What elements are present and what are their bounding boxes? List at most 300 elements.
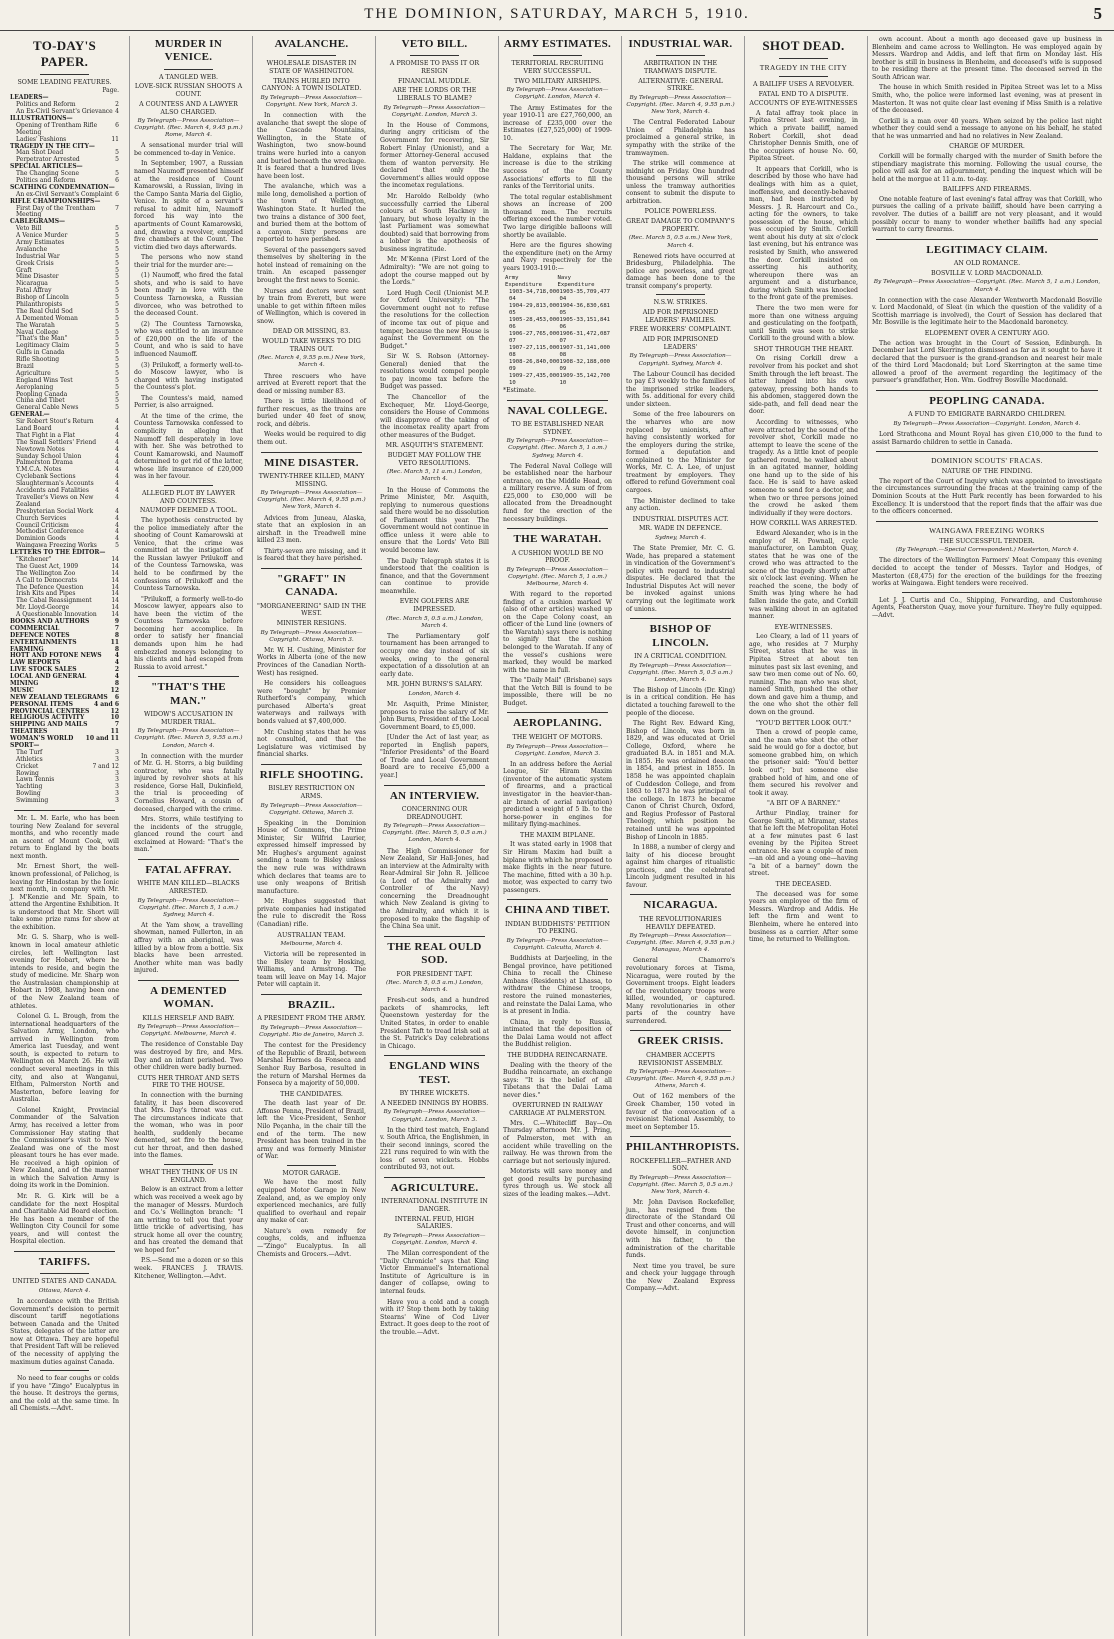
divider [533,55,582,56]
england-wins-body: In the third test match, England v. South Africa, the Englishmen, in their second innings, scored the 221 runs required to win with the loss of seven wickets. Hobbs contributed 93, not out. [380,1126,489,1172]
index-entry: HOTT AND FOTONE NEWS 4 [10,652,119,660]
todays-paper-heading: TO-DAY'S PAPER. [32,38,97,69]
legitimacy-subheading: AN OLD ROMANCE. [953,260,1021,268]
asquith-dateline: (Rec. March 5, 11 a.m.) London, March 4. [386,469,483,483]
index-entry: Church Services 4 [16,514,119,522]
china-tibet-dateline: By Telegraph—Press Association—Copyright. Calcutta, March 4. [506,938,609,952]
paragraph: China, in reply to Russia, intimated that the deposition of the Dalai Lama would not affect the Buddhist religion. [503,1018,612,1049]
paragraph: The total regular establishment shows an increase of 200 thousand men. The recruits offering exceed the number voted. Two large dirigible balloons will shortly be available. [503,193,612,239]
paragraph: The house in which Smith resided in Pipitea Street was let to a Miss Smith, who, the police were informed last evening, was at present in Masterton. It was not quite clear last evening if Miss Smith is a relative of the deceased. [872,84,1102,115]
venice-subheading-2: LOVE-SICK RUSSIAN SHOOTS A COUNT. [134,83,243,99]
index-entry: Philanthropists 5 [16,301,119,308]
index-entry: Methodist Conference 4 [16,528,119,536]
index-entry: China and Tibet 5 [16,397,119,405]
candidates-body: The death last year of Dr. Affonso Penna, President of Brazil, left the Vice-President, Senhor Nilo Peçanha, in the chair till the end of the term. The new President has been trained in the army and was formerly Minister of War. [257,1100,366,1161]
rifle-shooting-heading: RIFLE SHOOTING. [259,768,364,781]
rifle-shooting-subheading: BISLEY RESTRICTION ON ARMS. [268,785,355,800]
index-entry: Dominion Goods 4 [16,535,119,543]
paragraph: Advices from Juneau, Alaska, state that an explosion in an airshaft in the Treadwell mine killed 23 men. [257,514,366,545]
brazil-subheading: A PRESIDENT FROM THE ARMY. [257,1015,366,1023]
table-cell: 29,813,000 [525,303,560,310]
index-entry: Legitimacy Claim 5 [16,342,119,350]
greek-crisis-heading: GREEK CRISIS. [637,1035,724,1048]
index-entry: RIFLE CHAMPIONSHIPS— [10,197,101,205]
shot-dead-heading: SHOT DEAD. [762,38,845,53]
index-entry: Avalanche 5 [16,245,119,253]
australian-team-subheading: AUSTRALIAN TEAM. [277,931,346,939]
industrial-war-subheading: ARBITRATION IN THE TRAMWAYS DISPUTE. [643,60,718,76]
paragraph: The Secretary for War, Mr. Haldane, explains that the increase is due to the striking success of the County Associations' efforts to fill the ranks of the Territorial units. [503,145,612,191]
table-cell: 1904-05 [559,303,577,317]
greek-crisis-body: Out of 162 members of the Greek Chamber, 150 voted in favour of the convocation of a revisionist National Assembly, to meet on September 15. [626,1093,735,1131]
table-cell: 35,142,700 [576,373,611,380]
table-cell: 34,718,000 [525,289,560,296]
paragraph: (2) The Countess Tarnowska, who was entitled to an insurance of £20,000 on the life of the Count, and who is said to have influenced Naumoff. [134,320,243,358]
index-entry: Mine Disaster 5 [16,273,119,281]
legitimacy-body: In connection with the case Alexander Wentworth Macdonald Bosville v. Lord Macdonald, of Sleat (in which the question of the validity of a Scottish marriage is involved), the Court of Session has declared that Mr. Bosville is the legitimate heir to the Macdonald baronetcy. [872,296,1102,327]
buddha-subheading: THE BUDDHA REINCARNATE. [507,1051,608,1059]
index-entry: LIVE STOCK SALES 2 [10,666,119,674]
divider [40,1370,89,1371]
disputes-act-subheading: INDUSTRIAL DISPUTES ACT. [632,515,729,523]
mine-disaster-article [253,515,370,563]
paragraph: Some of the free labourers on the wharves who are now replaced by unionists, after having consistently worked for the employers during the strike, formed a deputation and complained to the Minister for Works, Mr. C. A. Lee, of unjust treatment by employers. They offered to refund Government coal cargoes. [626,411,735,495]
index-entry: WOMAN'S WORLD 10 and 11 [10,735,119,743]
paragraph: (3) Prilukoff, a formerly well-to-do Moscow lawyer, who is charged with having instigated the Countess's plot. [134,361,243,392]
paragraph: In September, 1907, a Russian named Naumoff presented himself at the residence of Count Kamarowski, a Russian, living in the Campo Santa Maria del Giglio, Venice. In spite of a servant's refusal to admit him, Naumoff forced his way into the apartments of Count Kamarowski, and, drawing a revolver, emptied five chambers at the Count. The victim died two days afterwards. [134,160,243,251]
index-entry: General Cable News 5 [16,404,119,412]
paragraph: The Daily Telegraph states it is understood that the coalition is finance, and that the Government can continue to provide meanwhile. [380,557,489,595]
table-cell: 1903-04 [509,289,526,303]
thats-the-man-dateline: By Telegraph—Press Association—Copyright. (Rec. March 5, 9.55 a.m.) London, March 4. [134,728,243,749]
divider [164,69,213,70]
index-entry: RELIGIOUS ACTIVITY 10 [10,714,119,722]
index-entry: CABLEGRAMS— [10,218,66,226]
index-entry: The Wellington Zoo 14 [16,569,119,577]
china-tibet-heading: CHINA AND TIBET. [505,904,610,917]
fatal-affray-dateline: By Telegraph—Press Association—Copyright. (Rec. March 5, 1 a.m.) Sydney, March 4. [137,897,240,918]
paragraph: "Prilukoff, a formerly well-to-do Moscow lawyer, appears also to have been the victim of the Countess Tarnowska before becoming her accomplice. In order to satisfy her financial demands upon him he had embezzled moneys belonging to his clients and had escaped from Russia to avoid arrest." [134,595,243,671]
avalanche-heading: AVALANCHE. [274,38,349,50]
graft-article [253,647,370,759]
barney-body: Arthur Pindlay, trainer for George Smith, at Miramar, states that he left the Metropolitan Hotel at a few minutes past 6 last evening by the Pipitea Street entrance. He saw a couple of men—an old and a young one—having "a bit of a barney" down the street. [749,809,858,878]
paragraph: He considers his colleagues were "bought" by Premier Rutherford's company, which purchased Alberta's great waterways and railways with bonds valued at $7,400,000. [257,680,366,725]
interview-subheading: CONCERNING OUR DREADNOUGHT. [401,806,468,821]
paragraph: The hypothesis constructed by the police immediately after the shooting of Count Kamarowski at Venice, that the crime was committed at the instigation of the Russian lawyer Prilukoff and of the Countess Tarnowska, was held to be confirmed by the confessions of Prilukoff and the Countess Tarnowska. [134,517,243,593]
bishop-lincoln-dateline: By Telegraph—Press Association—Copyright. (Rec. March 5, 0.5 a.m.) London, March 4. [628,662,733,683]
table-cell: 1907-08 [509,345,526,359]
index-entry: The Guest Act, 1909 14 [16,562,119,570]
shot-dead-subheading-2: A BAILIFF USES A REVOLVER. [753,80,854,88]
table-row [503,331,612,345]
index-entry: SHIPPING AND MAILS 7 [10,721,119,729]
column-1 [6,36,123,1636]
police-dateline: (Rec. March 5, 0.5 a.m.) New York, March 4. [628,235,733,249]
paragraph: In the House of Commons, during angry criticism of the Government for recovering, Sir Robert Finlay (Unionist), and a former Attorney-General accused them of wanton perversity. He declared that only the Government's allies would oppose the incometax regulations. [380,121,489,190]
industrial-war-article [622,119,739,205]
table-cell: 1905-06 [559,317,577,331]
nsw-strikes-article [622,371,739,513]
naval-college-dateline: By Telegraph—Press Association—Copyright. (Rec. March 5, 1 a.m.) Sydney, March 4. [506,438,609,459]
legitimacy-subheading-2: BOSVILLE V. LORD MACDONALD. [931,269,1043,277]
thats-the-man-article [130,753,247,854]
index-entry: SCATHING CONDEMNATION— [10,183,115,191]
divider [384,936,485,937]
personal-items [6,815,123,1246]
index-entry: Opening of Trentham Rifle Meeting 6 [16,121,119,136]
personal-item: Mr. G. S. Sharp, who is well-known in local amateur athletic circles, left Wellington last evening for Hobart, where he intends to reside, and begin the study of medicine. Mr. Sharp won the Australasian championship at Hobart in 1908, having been one of the New Zealand team of athletes. [10,934,119,1010]
greek-crisis-subheading: CHAMBER ACCEPTS REVISIONIST ASSEMBLY. [638,1051,723,1067]
real-ould-sod-subheading: FOR PRESIDENT TAFT. [396,970,473,978]
column-3 [252,36,370,1636]
fatal-affray-body: At the Yam show, a travelling showman, named Fullerton, in an affray with an aboriginal, was killed by a blow from a bottle. Six blacks have been arrested. Another white man was badly injured. [134,921,243,975]
real-ould-sod-dateline: (Rec. March 5, 0.5 a.m.) London, March 4. [385,980,483,994]
aeroplaning-dateline: By Telegraph—Press Association—Copyright. London, March 3. [506,743,609,757]
demented-woman-heading: A DEMENTED WOMAN. [150,984,227,1011]
army-navy-table [499,289,616,387]
tariffs-body: In accordance with the British Government's decision to permit discount tariff negotiations between Canada and the United States, delegates of the latter are now at Ottawa. They are hopeful that President Taft will be relieved of the necessity of applying the maximum duties against Canada. [10,1298,119,1366]
thats-the-man-heading: "THAT'S THE MAN." [151,681,226,707]
column-7 [744,36,862,1636]
paragraph: Three rescuers who have arrived at Everett report that the dead or missing number 83. [257,372,366,395]
table-cell: 31,141,000 [576,345,611,352]
paragraph: The Right Rev. Edward King, Bishop of Lincoln, was born in 1829, and was educated at Oriel College, Oxford, where he graduated B.A. in 1851 and M.A. in 1855. He was ordained deacon in 1854, and priest in 1855. In 1858 he was appointed chaplain of Cuddesdon College, and from 1863 to 1873 he was principal of the college. In 1873 he became Canon of Christ Church, Oxford, and Regius Professor of Pastoral Theology, which position he retained until he was appointed Bishop of Lincoln in 1885. [626,720,735,841]
dead-missing-subheading: DEAD OR MISSING, 83. [272,328,351,336]
army-estimates-subheading: TERRITORIAL RECRUITING VERY SUCCESSFUL. [511,60,604,76]
agriculture-dateline: By Telegraph—Press Association—Copyright. London, March 4. [383,1233,486,1247]
nsw-strikes-subheading-3: FREE WORKERS' COMPLAINT. [629,326,732,334]
paragraph: The strike will commence at midnight on Friday. One hundred thousand persons will strike unless the tramway authorities consent to submit the dispute to arbitration. [626,160,735,205]
deceased-body: The deceased was for some years an employee of the firm of Messrs. Wardrop and Addis. He left the firm and went to Blenheim, where he entered into business as a carrier. After some time, he returned to Wellington. [749,890,858,944]
paragraph: The persons who now stand their trial for the murder are:— [134,254,243,269]
nicaragua-heading: NICARAGUA. [643,899,718,912]
shot-dead-subheading: TRAGEDY IN THE CITY [759,62,848,72]
peopling-canada-heading: PEOPLING CANADA. [929,394,1045,407]
england-wins-heading: ENGLAND WINS TEST. [389,1060,480,1086]
index-entry: The Real Ould Sod 5 [16,307,119,315]
england-wins-dateline: By Telegraph—Press Association—Copyright. London, March 3. [383,1109,486,1123]
waingawa-dateline: (By Telegraph.—Special Correspondent.) Masterton, March 4. [895,547,1079,554]
agriculture-heading: AGRICULTURE. [390,1181,479,1194]
dead-missing-dateline: (Rec. March 4, 9.55 p.m.) New York, March 4. [257,355,366,369]
personal-item: Mr. L. M. Earle, who has been touring New Zealand for several months, and who recently made an ascent of Mount Cook, will return to England by the boats next month. [10,815,119,860]
divider [876,451,1098,452]
naval-college-heading: NAVAL COLLEGE. [507,404,608,417]
divider [507,528,608,529]
index-entry: Land Board 4 [16,425,119,433]
brazil-dateline: By Telegraph—Press Association—Copyright. Rio de Janeiro, March 3. [259,1025,364,1039]
nicaragua-body: General Chamorro's revolutionary forces at Tisma, Nicaragua, were routed by the Government troops. Eight leaders of the revolutionary troops were killed, wounded, or captured. Many revolutionaries in other parts of the country have surrendered. [626,957,735,1025]
brazil-body: The contest for the Presidency of the Republic of Brazil, between Marshal Hermes da Fonseca and Senhor Ruy Barbosa, resulted in the return of Marshal Hermes da Fonseca by a majority of 50,000. [257,1042,366,1088]
advertisement: No need to fear coughs or colds if you have "Zingo" Eucalyptus in the house. It destroys the germs, and the cold at the same time. In all Chemists.—Advt. [10,1375,119,1413]
shot-heart-subheading: SHOT THROUGH THE HEART. [753,345,854,353]
veto-bill-dateline: By Telegraph—Press Association—Copyright. London, March 3. [383,104,486,118]
divider [164,1164,213,1165]
divider [384,785,485,786]
divider [287,55,336,56]
index-entry: Bowling 3 [16,790,119,798]
divider [507,712,608,713]
index-entry: First Day of the Trentham Meeting 7 [16,204,119,219]
index-entry: FARMING 8 [10,645,119,653]
philanthropists-heading: PHILANTHROPISTS. [626,1141,739,1154]
personal-item: Mr. Ernest Short, the well-known professional, of Pelichog, is leaving for Hindostan by the Ionic next month, in company with Mr. J. M'Kenzie and Mr. Spain, to attend the Argentine Exhibition. It is understood that Mr. Short will take some prize rams for show at the exhibition. [10,863,119,931]
divider [384,1177,485,1178]
index-entry: Traveller's Views on New Zealand 4 [16,493,119,508]
index-entry: Greek Crisis 5 [16,259,119,267]
advertisement: P.S.—Send me a dozen or so this week. FRANCES J. TRAVIS. Kitchener, Wellington.—Advt. [134,1257,243,1280]
plot-subheading-2: NAUMOFF DEEMED A TOOL. [139,507,238,515]
real-ould-sod-body: Fresh-cut sods, and a hundred packets of shamrocks, left Queenstown yesterday for the United States, in order to enable President Taft to tread Irish soil at the St. Patrick's Day celebrations in Chicago. [380,997,489,1050]
index-entry: Politics and Reform 6 [16,176,119,184]
graft-subheading-2: MINISTER RESIGNS. [276,620,347,628]
table-row [503,289,612,303]
table-cell: 28,453,000 [525,317,560,324]
features-heading: SOME LEADING FEATURES. [17,78,112,86]
table-cell: 1909-10 [559,373,577,387]
index-entry: The Waratah 5 [16,321,119,329]
table-cell: 1908-09 [509,359,526,373]
thats-the-man-subheading: WIDOW'S ACCUSATION IN MURDER TRIAL. [143,711,234,726]
candidates-subheading: THE CANDIDATES. [280,1090,343,1098]
interview-heading: AN INTERVIEW. [389,789,480,802]
waratah-heading: THE WARATAH. [513,533,602,546]
index-entry: "That's the Man" 5 [16,335,119,343]
personal-item: Colonel Knight, Provincial Commander of the Salvation Army, has received a letter from Commissioner Hay stating that the Commissioner's visit to New Zealand was one of the most pleasant tours he has ever made. He received a high opinion of New Zealand, and of the manner in which the Salvation Army is doing its work in the Dominion. [10,1106,119,1190]
paragraph: Mr. Cushing states that he was not consulted, and that the Legislature was victimised by financial sharks. [257,728,366,759]
avalanche-dateline: By Telegraph—Press Association—Copyright. New York, March 3. [260,95,363,109]
table-row [503,359,612,373]
index-entry: Cricket 7 and 12 [16,762,119,770]
columns [6,36,1108,1636]
index-entry: Naval College 5 [16,328,119,336]
tariffs-dateline: Ottawa, March 4. [38,1288,91,1295]
australian-team-dateline: Melbourne, March 4. [280,941,343,948]
china-tibet-article [499,955,616,1049]
index-entry: LEADERS— [10,94,49,102]
nsw-strikes-dateline: By Telegraph—Press Association—Copyright. Sydney, March 4. [629,353,732,367]
paragraph: According to witnesses, who were attracted by the sound of the revolver shot, Corkill made no attempt to leave the scene of the tragedy. As a little knot of people gathered round, he walked about in an agitated manner, holding one hand up to the side of his face. He is said to have asked someone to send for a doctor, and when two or three persons joined the crowd he asked them individually if they were doctors. [749,418,858,517]
arrest-body: Edward Alexander, who is in the employ of H. Pownall, cycle manufacturer, on Lambton Quay, states that he was one of the crowd who was attracted to the scene of the tragedy shortly after six o'clock last evening. When he reached the scene, the body of Smith was lying where he had fallen inside the gate, and Corkill was walking about in an agitated manner. [749,529,858,621]
paragraph: Corkill is a man over 40 years. When seized by the police last night whether they could send a message to anyone on his behalf, he stated that he was unmarried and had no relatives in New Zealand. [872,117,1102,140]
bishop-lincoln-heading: BISHOP OF LINCOLN. [649,623,712,649]
scouts-body: The report of the Court of Inquiry which was appointed to investigate the circumstances surrounding the fracas at the training camp of the Dominion Scouts at the Hutt Park recently has been forwarded to his Excellency. It is understood that the report finds that the affair was due to the officers concerned. [872,477,1102,516]
tariffs-heading: TARIFFS. [38,1255,91,1268]
divider [507,899,608,900]
bishop-lincoln-subheading: IN A CRITICAL CONDITION. [634,652,727,660]
peopling-canada-subheading: A FUND TO EMIGRATE BARNARDO CHILDREN. [908,411,1066,419]
industrial-war-dateline: By Telegraph—Press Association—Copyright. (Rec. March 4, 9.55 p.m.) New York, March 4. [626,95,735,116]
paragraph: In connection with the avalanche that swept the slope of the Cascade Mountains, Wellington, in the State of Washington, two snow-bound trains were hurled into a canyon and buried beneath the wreckage. It is feared that a hundred lives have been lost. [257,112,366,180]
army-figures-intro: Here are the figures showing the expenditure (net) on the Army and Navy respectively for the years 1903-1910:— [503,242,612,272]
paragraph: Several of the passengers saved themselves by sheltering in the hotel instead of remaining on the train. An escaped passenger brought the first news to Scenic. [257,246,366,285]
legitimacy-dateline: By Telegraph—Press Association—Copyright. (Rec. March 5, 1 a.m.) London, March 4. [873,279,1101,293]
nsw-strikes-subheading-2: AID FOR IMPRISONED LEADERS' FAMILIES. [642,309,719,324]
personal-item: Mr. R. G. Kirk will be a candidate for the next Hospital and Charitable Aid Board election. He has been a member of the Wellington City Council for some years, and will contest the Hospital election. [10,1193,119,1246]
index-entry: THEATRES 11 [10,728,119,736]
real-ould-sod-heading: THE REAL OULD SOD. [387,940,482,967]
demented-woman-subheading: KILLS HERSELF AND BABY. [142,1014,235,1022]
index-entry: Veto Bill 5 [16,225,119,233]
contents-index [6,95,123,805]
advertisement: Motorists will save money and get good results by purchasing tyres through us. We stock all sizes of the leading makes.—Advt. [503,1168,612,1198]
mine-disaster-heading: MINE DISASTER. [264,456,359,469]
veto-bill-subheading-2: FINANCIAL MUDDLE. [397,77,472,85]
venice-heading: MURDER IN VENICE. [154,38,223,64]
dead-missing-subheading-2: WOULD TAKE WEEKS TO DIG TRAINS OUT. [262,338,361,353]
paragraph: There is little likelihood of further rescues, as the trains are buried under 40 feet of snow, rock, and débris. [257,398,366,428]
china-tibet-subheading: INDIAN BUDDHISTS' PETITION TO PEKING. [504,920,611,936]
index-entry: Peopling Canada 5 [16,390,119,398]
index-entry: Newtown Notes 4 [16,445,119,453]
waratah-article [499,591,616,707]
graft-subheading: "MORGANEERING" SAID IN THE WEST. [257,602,366,618]
what-they-think-body: Below is an extract from a letter which was received a week ago by the manager of Messrs. Murdoch and Co.'s Wellington branch: "I am writing to tell you that your little trickle of advertising, has struck home all over the country, and has created the demand that we hoped for." [134,1186,243,1254]
waingawa-subheading: THE SUCCESSFUL TENDER. [939,537,1035,545]
column-5 [498,36,616,1636]
table-cell: 36,830,681 [576,303,611,310]
police-body: Renewed riots have occurred at Bridesburg, Philadelphia. The police are powerless, and great damage has been done to the transit company's property. [626,252,735,290]
index-entry: COMMERCIAL 7 [10,624,119,632]
motor-garage-subheading: MOTOR GARAGE. [282,1169,341,1177]
index-entry: "Kitchener" 14 [16,555,119,563]
page-number: 5 [1093,4,1102,23]
divider [507,400,608,401]
index-entry: The Small Settlers' Friend 4 [16,438,119,446]
index-entry: An Ex-Civil Servant's Grievance 4 [16,108,119,116]
agriculture-body: The Milan correspondent of the "Daily Chronicle" says that King Victor Emmanuel's International Institute of Agriculture is in danger of collapse, owing to internal feuds. [380,1250,489,1295]
index-entry: A Venice Murder 5 [16,232,119,240]
divider [14,810,115,811]
rifle-shooting-article [253,820,370,929]
brazil-heading: BRAZIL. [287,999,336,1012]
index-entry: Man Shot Dead 5 [16,149,119,157]
index-entry: PERSONAL ITEMS 4 and 6 [10,700,119,708]
aeroplaning-subheading: THE WEIGHT OF MOTORS. [512,733,603,741]
elopement-subheading: ELOPEMENT OVER A CENTURY AGO. [924,329,1050,337]
paragraph: The Minister declined to take any action. [626,497,735,513]
index-entry: The Cabal Reassignment 14 [16,597,119,605]
demented-woman-body: The residence of Constable Day was destroyed by fire, and Mrs. Day and an infant perished. Two other children were badly burned. [134,1041,243,1072]
waingawa-heading: WAINGAWA FREEZING WORKS [929,525,1045,535]
nicaragua-subheading: THE REVOLUTIONARIES HEAVILY DEFEATED. [639,915,722,931]
index-entry: Fatal Affray 5 [16,287,119,295]
demented-woman-dateline: By Telegraph—Press Association—Copyright. Melbourne, March 4. [137,1024,240,1038]
divider [138,859,239,860]
paragraph: own account. About a month ago deceased gave up business in Blenheim and came across to Wellington. He was employed again by Messrs. Wardrop and Addis, and left that firm on Monday last. His brother is still in business in Blenheim, and deceased's wife is supposed to be residing there at the present time. The deceased served in the South African war. [872,36,1102,81]
index-entry: The Turf 3 [16,748,119,756]
army-estimates-dateline: By Telegraph—Press Association—Copyright. London, March 4. [506,87,609,101]
index-entry: Sir Robert Stout's Return 4 [16,418,119,426]
paragraph: The Central Federated Labour Union of Philadelphia has proclaimed a general strike, in sympathy with the strike of the tramwaymen. [626,119,735,157]
index-entry: Rifle Shooting 5 [16,356,119,364]
buddha-body: Dealing with the theory of the Buddha reincarnate, an exchange says: "It is the belief of all Tibetans that the Dalai Lama never dies." [503,1061,612,1099]
table-cell: 1905-06 [509,317,526,331]
police-subheading: POLICE POWERLESS. [644,208,717,216]
index-entry: NEW ZEALAND TELEGRAMS 6 [10,693,119,701]
index-entry: The Defence Question 14 [16,583,119,591]
index-entry: Lawn Tennis 3 [16,776,119,784]
divider [138,980,239,981]
index-entry: England Wins Test 5 [16,376,119,384]
paragraph: Buddhists at Darjeeling, in the Bengal province, have petitioned China to recall the Chinese Ambans (Residents) at Lhassa, to withdraw the Chinese troops, restore the ruined monasteries, and reinstate the Dalai Lama, who is at present in India. [503,955,612,1016]
index-entry: Nicaragua 5 [16,280,119,288]
table-cell: 31,472,087 [576,331,611,338]
index-entry: PROVINCIAL CENTRES 12 [10,707,119,715]
look-out-subheading: "YOU'D BETTER LOOK OUT." [755,719,852,727]
australian-team-body: Victoria will be represented in the Bisley team by Hosking, Williams, and Armstrong. The team will leave on May 14. Major Peter will captain it. [257,951,366,989]
index-entry: LAW REPORTS 4 [10,659,119,667]
table-row [503,303,612,317]
estimate-note: *Estimate. [503,387,536,395]
divider [876,239,1098,240]
index-entry: Council Criticism 4 [16,521,119,529]
veto-bill-subheading: A PROMISE TO PASS IT OR RESIGN [389,60,480,76]
table-cell: 1908-09 [559,359,577,373]
paragraph: The Bishop of Lincoln (Dr. King) is in a critical condition. He has dictated a touching farewell to the people of the diocese. [626,686,735,717]
veto-bill-subheading-3: ARE THE LORDS OR THE LIBERALS TO BLAME? [392,87,477,103]
table-cell: 26,840,000 [525,359,560,366]
divider [630,1030,731,1031]
paragraph: Mr. M'Kenna (First Lord of the Admiralty): "We are not going to adopt the course mapped out by the Lords." [380,256,489,287]
tariffs-subheading: UNITED STATES AND CANADA. [12,1278,117,1286]
index-entry: Athletics 3 [16,755,119,763]
column-6 [621,36,739,1636]
interview-body: The High Commissioner for New Zealand, Sir Hall-Jones, had an interview at the Admiralty with Rear-Admiral Sir John R. Jellicoe (a Lord of the Admiralty and Controller of the Navy) concerning the Dreadnought which New Zealand is giving to the Admiralty, and which it is proposed to make the flagship of the China Sea unit. [380,847,489,931]
divider [876,521,1098,522]
scouts-subheading: NATURE OF THE FINDING. [941,468,1033,476]
divider [261,568,362,569]
rifle-shooting-dateline: By Telegraph—Press Association—Copyright. Ottawa, March 3. [260,802,363,816]
index-entry: Perpetrator Arrested 5 [16,156,119,164]
maxim-biplane-body: It was stated early in 1908 that Sir Hiram Maxim had built a biplane with which he proposed to make flights in the near future. The machine, fitted with a 30 h.p. motor, was expected to carry two passengers. [503,841,612,894]
index-entry: Cyclebank Sections 4 [16,473,119,481]
paragraph: On rising Corkill drew a revolver from his pocket and shot Smith through the left breast. The latter lunged into his own gateway, pressing both hands to his abdomen, staggered down the side-path, and fell dead near the door. [749,355,858,416]
divider [630,1136,731,1137]
graft-dateline: By Telegraph—Press Association—Copyright. Ottawa, March 3. [260,629,363,643]
index-entry: Bishop of Lincoln 5 [16,294,119,302]
index-entry: Presbyterian Social Work 4 [16,507,119,515]
cut-throat-subheading: CUTS HER THROAT AND SETS FIRE TO THE HOUSE. [137,1074,240,1090]
column-8 [867,36,1106,1636]
divider [138,676,239,677]
index-entry: A Questionable Innovation 14 [16,611,119,619]
legitimacy-heading: LEGITIMACY CLAIM. [926,243,1048,256]
mine-disaster-subheading: TWENTY-THREE KILLED, MANY MISSING. [258,473,365,488]
naval-college-subheading: TO BE ESTABLISHED NEAR SYDNEY. [511,421,604,436]
elopement-body: The action was brought in the Court of Session, Edinburgh. In December last Lord Skerrington dismissed as far as it sought to have it declared that the pursuer is the grand-grandson and nearest heir male of the third Lord Macdonald; but Lord Skerrington at the same time allowed a proof of the averment regarding the legitimacy of the pursuer's grandfather, Hon. Wm. Godfrey Bosville Macdonald. [872,339,1102,385]
paragraph: Speaking in the Dominion House of Commons, the Prime Minister, Sir Wilfrid Laurier, expressed himself impressed by Mr. Hughes's argument against sending a team to Bisley unless the new rule was withdrawn which declares that teams are to use only weapons of British manufacture. [257,819,366,895]
nicaragua-dateline: By Telegraph—Press Association—Copyright. (Rec. March 4, 9.55 p.m.) Managua, March 4. [626,933,735,954]
railway-subheading: OVERTURNED IN RAILWAY CARRIAGE AT PALMERSTON. [509,1102,606,1118]
disputes-act-dateline: Sydney, March 4. [655,535,706,542]
burns-salary-article [376,701,493,780]
venice-subheading: A TANGLED WEB. [158,73,219,81]
advertisement: Let J. J. Curtis and Co., Shipping, Forwarding, and Customhouse Agents, Featherston Quay, move your furniture. They're fully equipped.—Advt. [872,596,1102,619]
index-entry: Ladies' Fashions 11 [16,135,119,143]
index-entry: BOOKS AND AUTHORS 9 [10,617,119,625]
disputes-act-body: The State Premier, Mr. C. G. Wade, has prepared a statement in vindication of the Government's policy with regard to industrial disputes. He declared that the Industrial Disputes Act will never be invoked against unions carrying out the legitimate work of unions. [626,545,735,613]
index-entry: Rowing 3 [16,769,119,777]
table-cell: 1906-07 [559,331,577,345]
interview-dateline: By Telegraph—Press Association—Copyright. (Rec. March 5, 0.5 a.m.) London, March 4. [382,823,487,844]
divider [876,390,1098,391]
paragraph: Mr. Haroldo Relboldy (who successfully carried the Liberal colours at South Hackney in January, but whose loyalty in the last Parliament was somewhat doubted) said that borrowing from a lobber is the apotheosis of business ingratitude. [380,192,489,253]
index-page-label: Page. [102,87,119,95]
asquith-subheading-2: BUDGET MAY FOLLOW THE VETO RESOLUTIONS. [387,452,482,467]
divider [261,994,362,995]
england-wins-subheading: BY THREE WICKETS. [399,1090,470,1098]
